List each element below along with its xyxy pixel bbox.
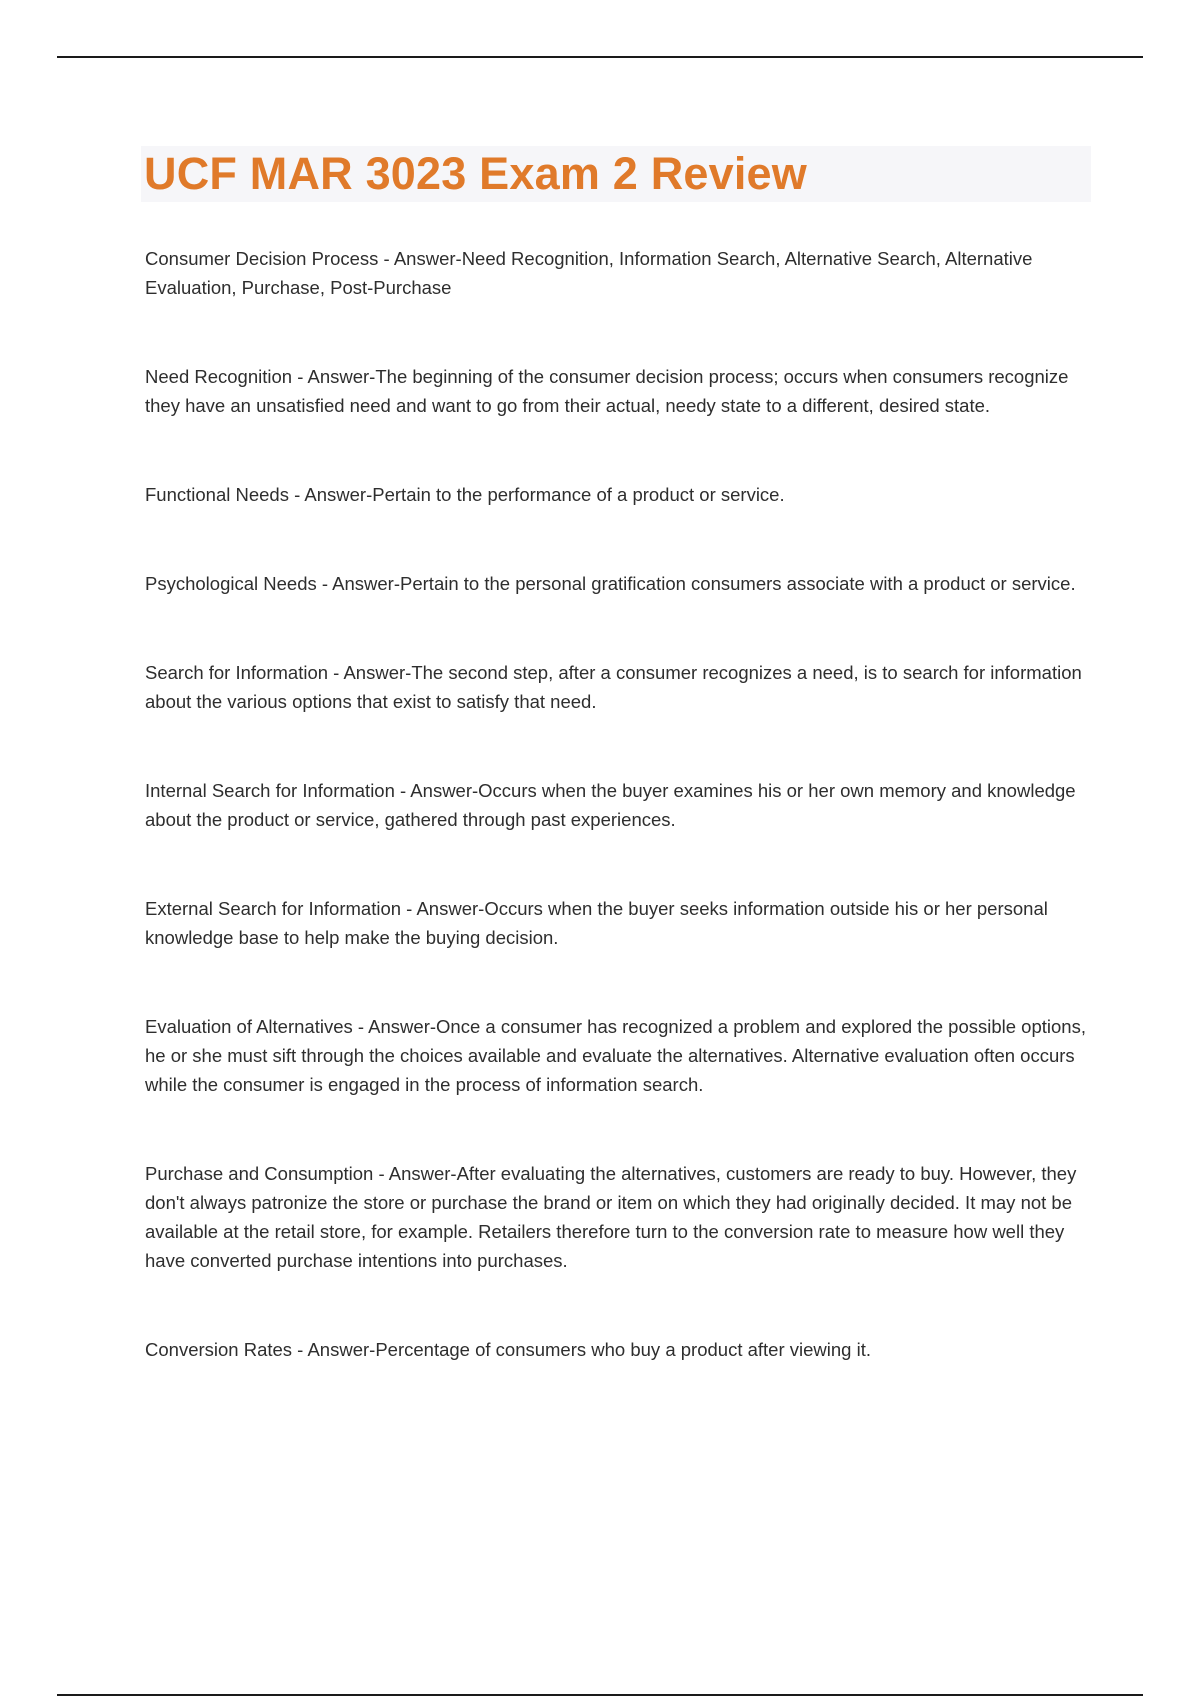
entry-evaluation-of-alternatives bbox=[145, 1012, 1090, 1099]
entry-functional-needs bbox=[145, 480, 1090, 509]
answer-separator: - Answer- bbox=[378, 248, 462, 269]
answer-separator: - Answer- bbox=[352, 1016, 437, 1037]
answer-separator: - Answer- bbox=[288, 484, 373, 505]
entry-consumer-decision-process bbox=[145, 244, 1090, 302]
entry-term: Consumer Decision Process bbox=[145, 248, 379, 269]
entry-search-for-information bbox=[145, 658, 1090, 716]
entry-definition: Pertain to the performance of a product or service. bbox=[372, 484, 785, 505]
entry-term: Evaluation of Alternatives bbox=[145, 1016, 353, 1037]
answer-separator: - Answer- bbox=[401, 898, 485, 919]
answer-separator: - Answer- bbox=[292, 366, 376, 387]
answer-separator: - Answer- bbox=[373, 1163, 457, 1184]
entry-purchase-and-consumption bbox=[145, 1159, 1090, 1275]
entry-need-recognition bbox=[145, 362, 1090, 420]
entry-definition: The beginning of the consumer decision process; occurs when consumers recognize they have an unsatisfied need and want to go from their actual, needy state to a different, desired state. bbox=[145, 366, 1069, 416]
header-rule bbox=[57, 56, 1143, 58]
entry-definition: Need Recognition, Information Search, Alternative Search, Alternative Evaluation, Purchase, Post-Purchase bbox=[145, 248, 1033, 298]
entry-psychological-needs bbox=[145, 569, 1090, 598]
entry-term: Psychological Needs bbox=[145, 573, 317, 594]
entry-definition: After evaluating the alternatives, customers are ready to buy. However, they don't always patronize the store or purchase the brand or item on which they had originally decided. It may not be available at the retail store, for example. Retailers therefore turn to the conversion rate to measure how well they have converted purchase intentions into purchases. bbox=[145, 1163, 1077, 1271]
entry-term: External Search for Information bbox=[145, 898, 402, 919]
answer-separator: - Answer- bbox=[292, 1339, 376, 1360]
entry-definition: Once a consumer has recognized a problem and explored the possible options, he or she must sift through the choices available and evaluate the alternatives. Alternative evaluation often occurs while the consumer is engaged in the process of information search. bbox=[145, 1016, 1086, 1095]
entry-term: Purchase and Consumption bbox=[145, 1163, 374, 1184]
entry-external-search bbox=[145, 894, 1090, 952]
entry-term: Internal Search for Information bbox=[145, 780, 395, 801]
entry-internal-search bbox=[145, 776, 1090, 834]
entry-term: Conversion Rates bbox=[145, 1339, 293, 1360]
answer-separator: - Answer- bbox=[394, 780, 479, 801]
footer-rule bbox=[57, 1694, 1143, 1696]
entry-definition: Percentage of consumers who buy a product after viewing it. bbox=[375, 1339, 871, 1360]
entry-conversion-rates bbox=[145, 1335, 1090, 1364]
entry-term: Need Recognition bbox=[145, 366, 293, 387]
entry-definition: Occurs when the buyer examines his or her own memory and knowledge about the product or service, gathered through past experiences. bbox=[145, 780, 1076, 830]
answer-separator: - Answer- bbox=[316, 573, 401, 594]
entry-definition: The second step, after a consumer recognizes a need, is to search for information about the various options that exist to satisfy that need. bbox=[145, 662, 1082, 712]
entry-definition: Pertain to the personal gratification consumers associate with a product or service. bbox=[400, 573, 1076, 594]
entry-term: Search for Information bbox=[145, 662, 329, 683]
answer-separator: - Answer- bbox=[328, 662, 412, 683]
document-title: UCF MAR 3023 Exam 2 Review bbox=[144, 148, 807, 199]
entry-term: Functional Needs bbox=[145, 484, 289, 505]
document-body bbox=[145, 244, 1090, 1424]
entry-definition: Occurs when the buyer seeks information outside his or her personal knowledge base to help make the buying decision. bbox=[145, 898, 1048, 948]
